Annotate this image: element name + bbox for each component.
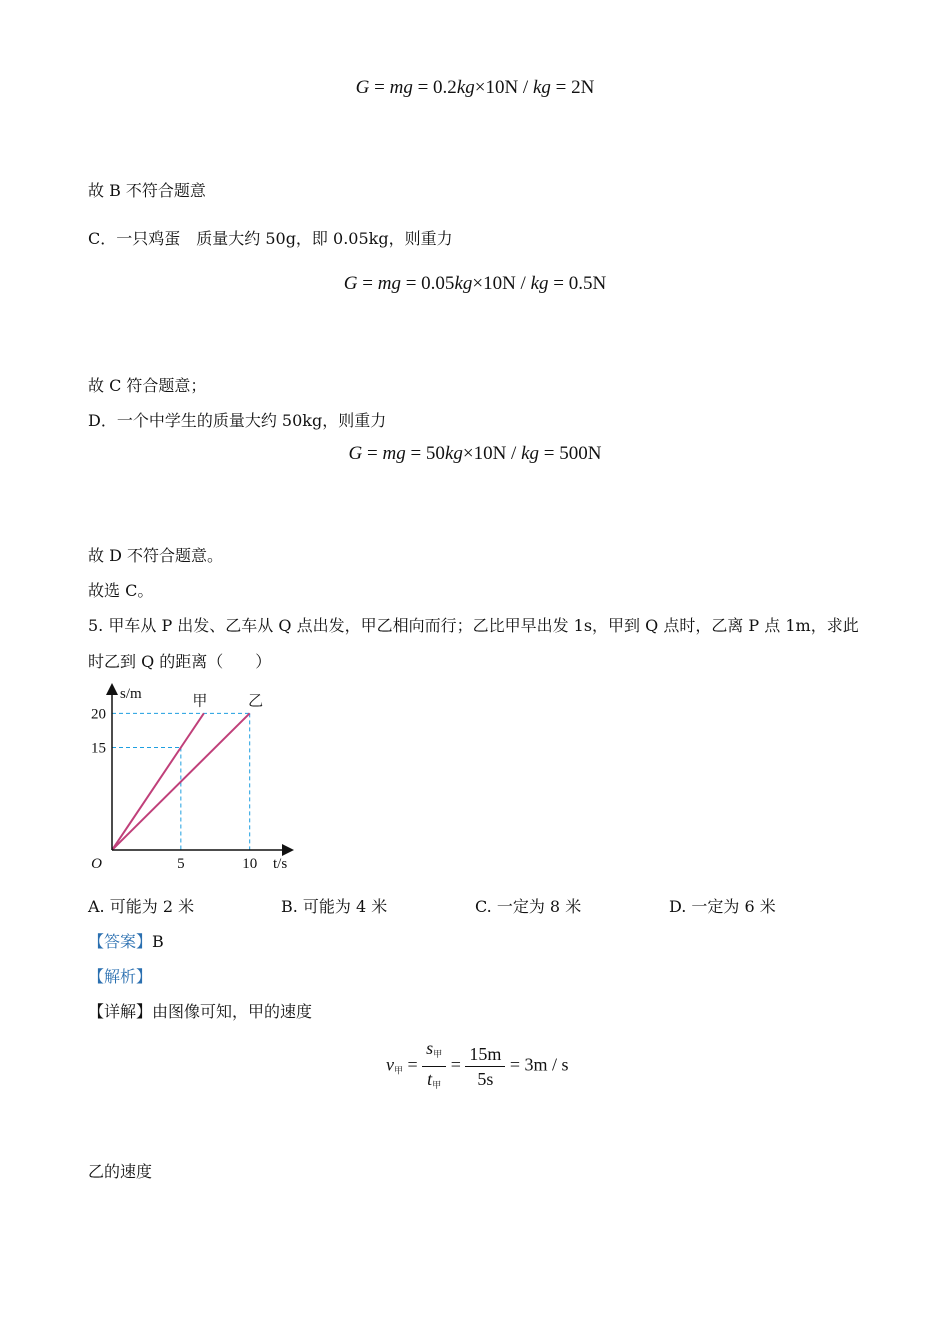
origin-label: O — [91, 856, 102, 870]
y-tick-label-20: 20 — [91, 706, 106, 723]
answer-line — [88, 931, 164, 953]
option-d[interactable]: D. 一定为 6 米 — [669, 897, 776, 916]
y-axis-label: s/m — [120, 686, 142, 702]
option-c[interactable]: C. 一定为 8 米 — [475, 897, 582, 916]
series-line-yi — [112, 713, 250, 850]
x-tick-label-10: 10 — [242, 856, 258, 870]
option-c-analysis: C．一只鸡蛋 质量大约 50g，即 0.05kg，则重力 — [88, 229, 453, 248]
x-axis-label: t/s — [273, 856, 288, 870]
conclusion-b: 故 B 不符合题意 — [88, 181, 206, 200]
series-label-yi: 乙 — [248, 693, 264, 710]
conclusion-c: 故 C 符合题意； — [88, 376, 207, 395]
series-label-jia: 甲 — [192, 693, 208, 710]
question-5-line-2: 时乙到 Q 的距离（ ） — [88, 652, 272, 671]
analysis-tag: 【解析】 — [88, 967, 153, 986]
answer-value: B — [152, 932, 164, 951]
series-line-jia — [112, 713, 204, 850]
gravity-equation-c: G = mg = 0.05kg×10N / kg = 0.5N — [343, 273, 607, 294]
distance-time-chart — [86, 680, 306, 870]
detail-tag: 【详解】 — [88, 1002, 153, 1021]
option-d-analysis: D．一个中学生的质量大约 50kg，则重力 — [88, 411, 387, 430]
answer-tag: 【答案】 — [88, 932, 153, 951]
final-selection: 故选 C。 — [88, 581, 154, 600]
option-a[interactable]: A. 可能为 2 米 — [88, 897, 195, 916]
gravity-equation-b: G = mg = 0.2kg×10N / kg = 2N — [355, 77, 595, 98]
conclusion-d: 故 D 不符合题意。 — [88, 546, 224, 565]
x-tick-label-5: 5 — [177, 856, 185, 870]
velocity-equation-jia: $v_甲$ = $\frac{s_甲}{t_甲}$ = $\frac{15m}{5s}$ = 3m / s — [386, 1038, 569, 1090]
question-5-line-1: 5. 甲车从 P 出发、乙车从 Q 点出发，甲乙相向而行；乙比甲早出发 1s，甲到 Q 点时，乙离 P 点 1m，求此 — [88, 616, 859, 635]
gravity-equation-d: G = mg = 50kg×10N / kg = 500N — [348, 443, 602, 464]
y-tick-label-15: 15 — [91, 740, 106, 757]
detail-text: 由图像可知，甲的速度 — [152, 1002, 313, 1021]
option-b[interactable]: B. 可能为 4 米 — [281, 897, 388, 916]
yi-speed-line: 乙的速度 — [88, 1162, 153, 1181]
detail-line — [88, 1001, 312, 1023]
